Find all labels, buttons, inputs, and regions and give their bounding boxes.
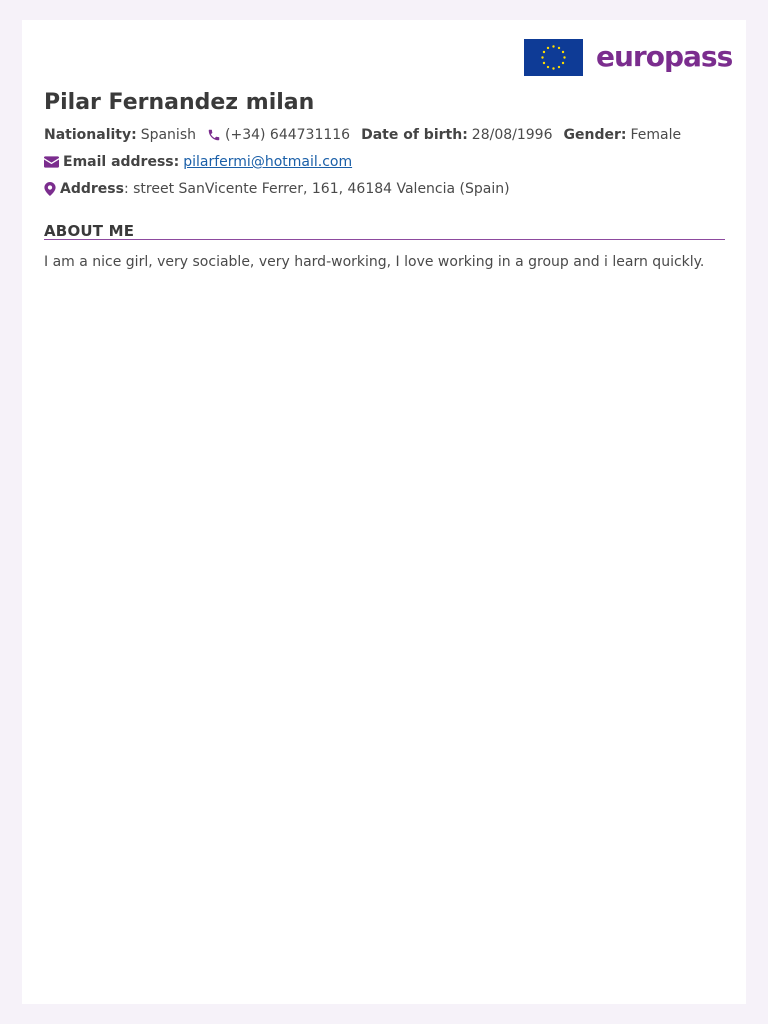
envelope-icon: [44, 156, 59, 168]
phone-value: (+34) 644731116: [225, 127, 351, 143]
eu-star-icon: [552, 67, 554, 69]
eu-star-icon: [562, 50, 564, 52]
eu-star-icon: [552, 45, 554, 47]
nationality-value: Spanish: [140, 127, 196, 143]
address-value: : street SanVicente Ferrer, 161, 46184 Valencia (Spain): [123, 181, 510, 197]
gender-value: Female: [630, 127, 682, 143]
phone-icon: [207, 128, 221, 142]
eu-star-icon: [541, 56, 543, 58]
map-pin-icon: [44, 182, 56, 196]
dob-label: Date of birth:: [361, 127, 468, 143]
eu-star-icon: [543, 50, 545, 52]
about-me-text: I am a nice girl, very sociable, very hard-working, I love working in a group and i learn quickly.: [44, 254, 705, 270]
cv-page: [22, 20, 746, 1004]
europass-logo: [524, 38, 732, 76]
address-line: [44, 180, 510, 198]
eu-star-icon: [547, 46, 549, 48]
eu-star-icon: [558, 65, 560, 67]
europass-wordmark: europass: [596, 40, 733, 73]
gender-label: Gender:: [563, 127, 627, 143]
about-me-heading: ABOUT ME: [44, 222, 135, 240]
eu-star-icon: [562, 61, 564, 63]
eu-star-icon: [547, 65, 549, 67]
bottom-band: [0, 942, 22, 1024]
email-line: [44, 153, 352, 171]
eu-star-icon: [543, 61, 545, 63]
nationality-label: Nationality:: [44, 127, 137, 143]
eu-star-icon: [558, 46, 560, 48]
personal-info-line: [44, 126, 681, 144]
email-label: Email address:: [63, 154, 180, 170]
section-divider: [44, 239, 725, 240]
email-link[interactable]: pilarfermi@hotmail.com: [183, 154, 353, 170]
person-name: Pilar Fernandez milan: [44, 90, 315, 115]
address-label: Address: [60, 181, 124, 197]
eu-star-icon: [563, 56, 565, 58]
eu-flag-icon: [524, 39, 583, 76]
dob-value: 28/08/1996: [471, 127, 553, 143]
